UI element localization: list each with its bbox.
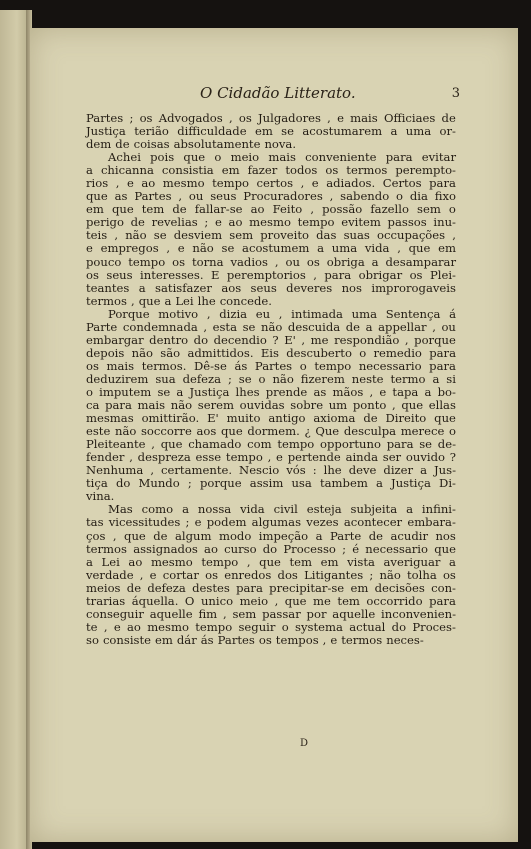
text-line: Parte condemnada , esta se não descuida de a appellar , ou [86,319,456,334]
paragraph [86,112,456,151]
text-line: Achei pois que o meio mais conveniente para evitar [108,150,456,165]
text-line: Mas como a nossa vida civil esteja subjeita a infini- [108,502,456,517]
text-line: e empregos , e não se acostumem a uma vida , que em [86,241,456,256]
page-header [30,84,518,106]
paragraph [86,503,456,647]
text-line: dem de coisas absolutamente nova. [86,137,297,152]
book-page [30,28,518,842]
text-line: teantes a satisfazer aos seus deveres nos improrogaveis [86,280,456,295]
text-line: que as Partes , ou seus Procuradores , sabendo o dia fixo [86,189,456,204]
signature-mark: D [300,738,309,749]
text-line: este não soccorre aos que dormem. ¿ Que desculpa merece o [86,424,456,439]
page-number: 3 [451,86,460,101]
text-line: embargar dentro do decendio ? E' , me respondião , porque [86,332,456,347]
text-line: ca para mais não serem ouvidas sobre um ponto , que ellas [86,398,456,413]
text-line: o imputem se a Justiça lhes prende as mãos , e tapa a bo- [86,384,456,399]
body-text [86,112,456,647]
running-title: O Cidadão Litterato. [200,84,356,102]
text-line: pouco tempo os torna vadios , ou os obriga a desamparar [86,254,456,269]
text-line: mesmas omittirão. E' muito antigo axioma de Direito que [86,411,456,426]
text-line: trarias áquella. O unico meio , que me tem occorrido para [86,593,456,608]
text-line: Nenhuma , certamente. Nescio vós : lhe deve dizer a Jus- [86,463,456,478]
text-line: meios de defeza destes para precipitar-se em decisões con- [86,580,456,595]
text-line: vina. [86,489,115,504]
text-line: teis , não se desviem sem proveito das suas occupações , [86,228,456,243]
text-line: os mais termos. Dê-se ás Partes o tempo necessario para [86,358,456,373]
text-line: tas vicessitudes ; e podem algumas vezes acontecer embara- [86,515,456,530]
text-line: termos assignados ao curso do Processo ; é necessario que [86,541,456,556]
text-line: Porque motivo , dizia eu , intimada uma Sentença á [108,306,456,321]
text-line: depois não são admittidos. Eis descuberto o remedio para [86,345,456,360]
text-line: os seus interesses. E peremptorios , para obrigar os Plei- [86,267,456,282]
paragraph [86,308,456,504]
text-line: perigo de revelias ; e ao mesmo tempo evitem passos inu- [86,215,456,230]
paragraph [86,151,456,308]
text-line: Partes ; os Advogados , os Julgadores , e mais Officiaes de [86,111,456,125]
text-line: rios , e ao mesmo tempo certos , e adiados. Certos para [86,176,456,191]
facing-page-edge [0,10,28,849]
text-line: te , e ao mesmo tempo seguir o systema actual do Proces- [86,619,456,634]
text-line: em que tem de fallar-se ao Feito , possão fazello sem o [86,202,456,217]
text-line: tiça do Mundo ; porque assim usa tambem a Justiça Di- [86,476,456,491]
text-line: termos , que a Lei lhe concede. [86,293,272,308]
text-line: Justiça terião difficuldade em se acostumarem a uma or- [86,124,456,139]
text-line: a chicanna consistia em fazer todos os termos perempto- [86,163,456,178]
text-line: verdade , e cortar os enredos dos Litigantes ; não tolha os [86,567,456,582]
text-line: Pleiteante , que chamado com tempo opportuno para se de- [86,437,456,452]
text-line: a Lei ao mesmo tempo , que tem em vista averiguar a [86,554,456,569]
text-line: conseguir aquelle fim , sem passar por aquelle inconvenien- [86,606,456,621]
text-line: so consiste em dár ás Partes os tempos , e termos neces- [86,632,424,647]
text-line: fender , despreza esse tempo , e pertende ainda ser ouvido ? [86,450,456,465]
text-line: ços , que de algum modo impeção a Parte de acudir nos [86,528,456,543]
text-line: deduzirem sua defeza ; se o não fizerem neste termo a si [86,371,456,386]
